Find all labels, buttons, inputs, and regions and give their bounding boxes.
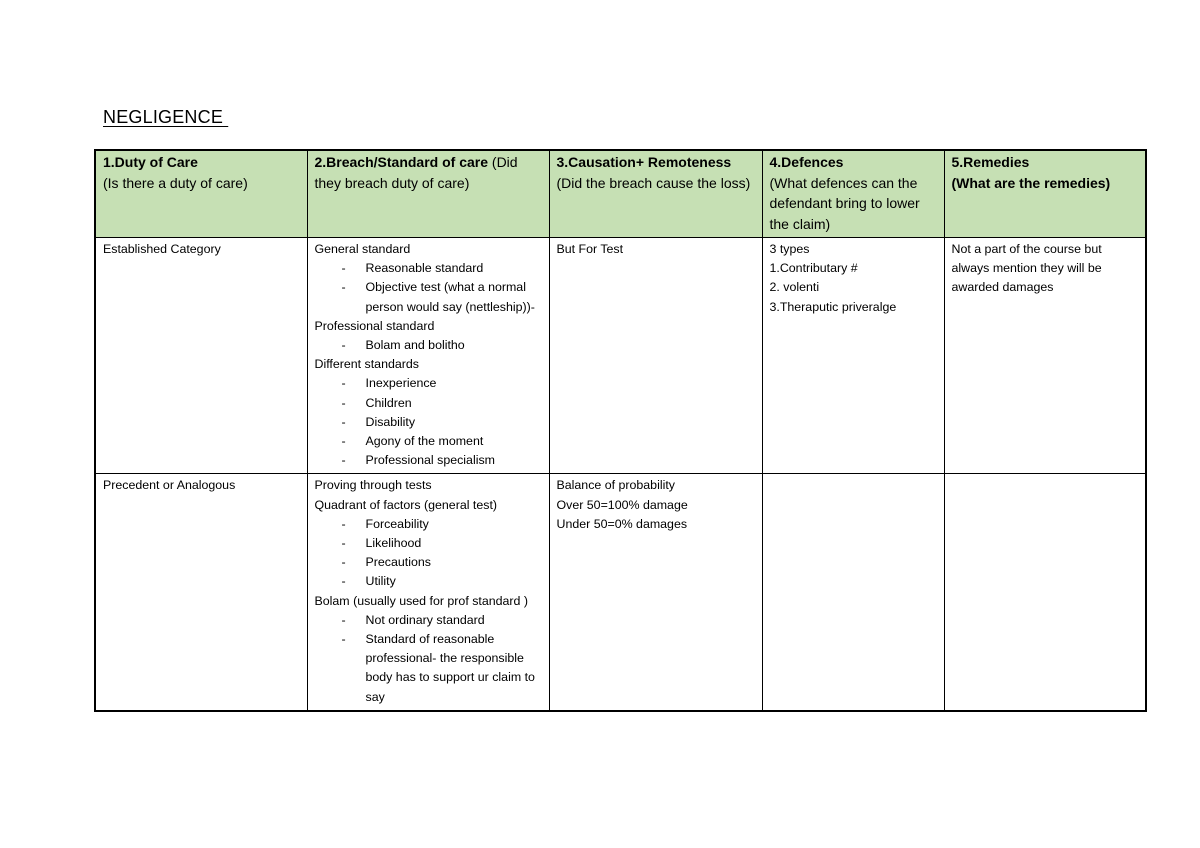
cell-duty: Precedent or Analogous: [95, 474, 307, 711]
negligence-table: [94, 149, 1147, 712]
header-title: 2.Breach/Standard of care: [314, 154, 489, 170]
list-item: - Agony of the moment: [315, 432, 542, 451]
text-line: Under 50=0% damages: [556, 516, 688, 531]
text-line: 3.Theraputic priveralge: [769, 299, 897, 314]
header-question: (Is there a duty of care): [103, 174, 248, 191]
list-item: - Likelihood: [315, 534, 542, 553]
text-line: 2. volenti: [769, 280, 820, 295]
text-line: 3 types: [769, 242, 810, 256]
header-question: (What are the remedies): [951, 174, 1111, 191]
header-causation: [549, 150, 762, 238]
dash-list: [315, 336, 542, 355]
header-duty-of-care: [95, 150, 307, 238]
dash-list: [315, 515, 542, 592]
list-item: - Utility: [315, 572, 542, 591]
header-title: 5.Remedies: [951, 154, 1030, 170]
table-row: [95, 238, 1146, 474]
list-item: - Not ordinary standard: [315, 611, 542, 630]
cell-duty: Established Category: [95, 238, 307, 474]
subheading: Professional standard: [314, 318, 435, 333]
list-item: - Standard of reasonable professional- the responsible body has to support ur claim to say: [315, 630, 542, 707]
header-title: 4.Defences: [769, 154, 844, 170]
list-item: - Forceability: [315, 515, 542, 534]
cell-causation: [549, 474, 762, 711]
header-defences: [762, 150, 944, 238]
list-item: - Reasonable standard: [315, 259, 542, 278]
header-question: (Did they breach duty of care): [314, 154, 518, 191]
list-item: - Inexperience: [315, 374, 542, 393]
cell-breach: [307, 238, 549, 474]
cell-defences: [762, 474, 944, 711]
subheading: Quadrant of factors (general test): [314, 497, 498, 512]
cell-defences: [762, 238, 944, 474]
dash-list: [315, 611, 542, 707]
text-line: Balance of probability: [556, 478, 675, 493]
subheading: General standard: [314, 242, 411, 256]
text-line: 1.Contributary #: [769, 261, 858, 276]
header-question: (Did the breach cause the loss): [556, 174, 751, 191]
document-title: NEGLIGENCE: [103, 107, 229, 127]
subheading: Proving through tests: [314, 478, 432, 493]
cell-remedies: Not a part of the course but always mention they will be awarded damages: [944, 238, 1146, 474]
text-line: Over 50=100% damage: [556, 497, 688, 512]
list-item: - Disability: [315, 413, 542, 432]
list-item: - Bolam and bolitho: [315, 336, 542, 355]
list-item: - Professional specialism: [315, 451, 542, 470]
header-title: 1.Duty of Care: [103, 154, 198, 170]
header-question: (What defences can the defendant bring to lower the claim): [769, 174, 920, 232]
table-row: [95, 474, 1146, 711]
header-row: [95, 150, 1146, 238]
text-line: But For Test: [556, 242, 624, 256]
cell-breach: [307, 474, 549, 711]
subheading: Different standards: [314, 357, 419, 372]
header-title: 3.Causation+ Remoteness: [556, 154, 732, 170]
header-breach: [307, 150, 549, 238]
cell-causation: [549, 238, 762, 474]
dash-list: [315, 259, 542, 317]
list-item: - Precautions: [315, 553, 542, 572]
list-item: - Objective test (what a normal person would say (nettleship))-: [315, 278, 542, 316]
cell-remedies: [944, 474, 1146, 711]
subheading: Bolam (usually used for prof standard ): [314, 593, 528, 608]
dash-list: [315, 374, 542, 470]
list-item: - Children: [315, 394, 542, 413]
header-remedies: [944, 150, 1146, 238]
